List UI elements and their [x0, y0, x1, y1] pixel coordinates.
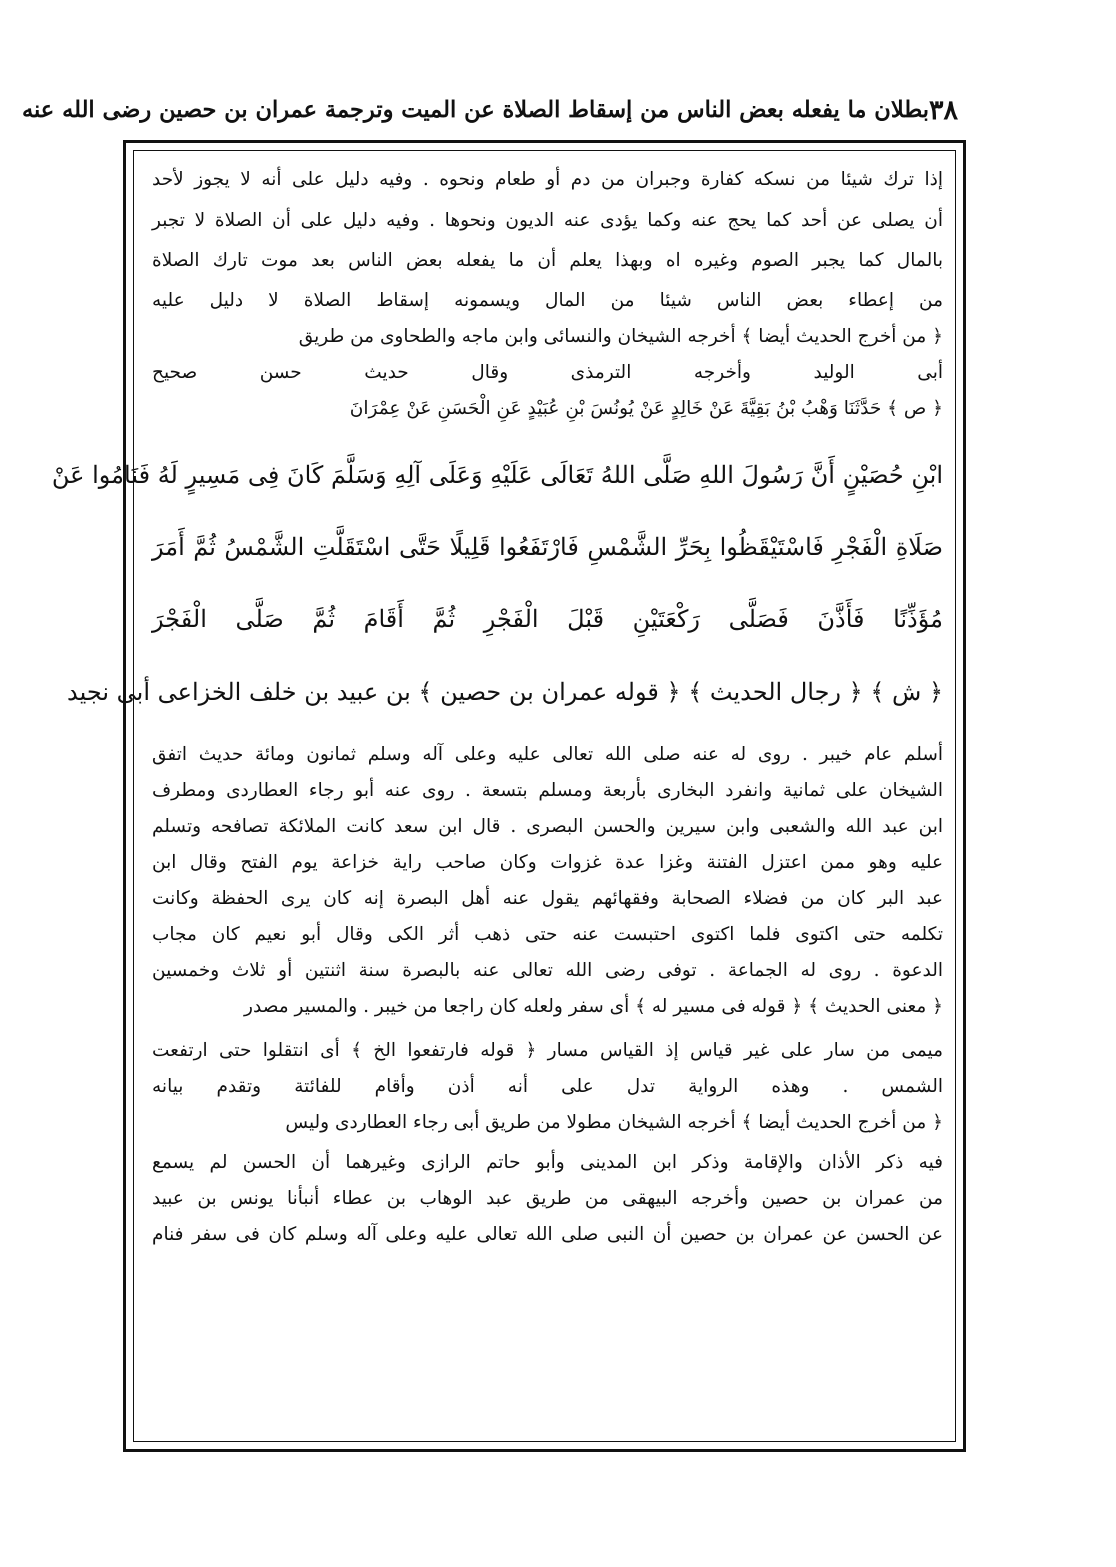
text-line: بالمال كما يجبر الصوم وغيره اه وبهذا يعلم أن ما يفعله بعض الناس بعد موت تارك الصلاة: [152, 250, 943, 271]
text-line: أبى الوليد وأخرجه الترمذى وقال حديث حسن صحيح: [152, 362, 943, 383]
running-title: بطلان ما يفعله بعض الناس من إسقاط الصلاة عن الميت وترجمة عمران بن حصين رضى الله عنه: [21, 97, 929, 123]
text-line: إذا ترك شيئا من نسكه كفارة وجبران من دم أو طعام ونحوه . وفيه دليل على أنه لا يجوز لأحد: [152, 169, 943, 190]
text-line: ﴿ ص ﴾ حَدَّثَنَا وَهْبُ بْنُ بَقِيَّةَ عَنْ خَالِدٍ عَنْ يُونُسَ بْنِ عُبَيْدٍ عَنِ الْحَسَنِ عَنْ عِمْرَانَ: [349, 398, 943, 419]
hadith-line: مُؤَذِّنًا فَأَذَّنَ فَصَلَّى رَكْعَتَيْنِ قَبْلَ الْفَجْرِ ثُمَّ أَقَامَ ثُمَّ صَلَّى الْفَجْرَ: [152, 605, 943, 633]
hadith-line: ﴿ ش ﴾ ﴿ رجال الحديث ﴾ ﴿ قوله عمران بن حصين ﴾ بن عبيد بن خلف الخزاعى أبى نجيد: [67, 678, 943, 706]
text-line: عن الحسن عن عمران بن حصين أن النبى صلى الله تعالى عليه وعلى آله وسلم كان فى سفر فنام: [152, 1224, 943, 1245]
page-header: [21, 86, 958, 134]
text-line: ميمى من سار على غير قياس إذ القياس مسار ﴿ قوله فارتفعوا الخ ﴾ أى انتقلوا حتى ارتفعت: [152, 1040, 943, 1061]
text-line: ﴿ معنى الحديث ﴾ ﴿ قوله فى مسير له ﴾ أى سفر ولعله كان راجعا من خيبر . والمسير مصدر: [244, 996, 943, 1017]
text-line: فيه ذكر الأذان والإقامة وذكر ابن المدينى وأبو حاتم الرازى وغيرهما أن الحسن لم يسمع: [152, 1152, 943, 1173]
text-line: ابن عبد الله والشعبى وابن سيرين والحسن البصرى . قال ابن سعد كانت الملائكة تصافحه وتسلم: [152, 816, 943, 837]
text-line: أن يصلى عن أحد كما يحج عنه وكما يؤدى عنه الديون ونحوها . وفيه دليل على أن الصلاة لا تجبر: [152, 210, 943, 231]
text-line: أسلم عام خيبر . روى له عنه صلى الله تعالى عليه وعلى آله وسلم ثمانون ومائة حديث اتفق: [152, 744, 943, 765]
text-line: تكلمه حتى اكتوى فلما اكتوى احتبست عنه حتى ذهب أثر الكى وقال أبو نعيم كان مجاب: [152, 924, 943, 945]
hadith-line: ابْنِ حُصَيْنٍ أَنَّ رَسُولَ اللهِ صَلَّى اللهُ تَعَالَى عَلَيْهِ وَعَلَى آلِهِ وَسَلَّمَ كَانَ فِى مَسِيرٍ لَهُ فَنَامُوا عَنْ: [51, 461, 943, 489]
text-line: من عمران بن حصين وأخرجه البيهقى من طريق عبد الوهاب بن عطاء أنبأنا يونس بن عبيد: [152, 1188, 943, 1209]
text-line: من إعطاء بعض الناس شيئا من المال ويسمونه إسقاط الصلاة لا دليل عليه: [152, 290, 943, 311]
text-line: الشمس . وهذه الرواية تدل على أنه أذن وأقام للفائتة وتقدم بيانه: [152, 1076, 943, 1097]
text-line: ﴿ من أخرج الحديث أيضا ﴾ أخرجه الشيخان والنسائى وابن ماجه والطحاوى من طريق: [298, 326, 943, 347]
text-line: عبد البر كان من فضلاء الصحابة وفقهائهم يقول عنه أهل البصرة إنه كان يرى الحفظة وكانت: [152, 888, 943, 909]
body-text: [51, 152, 944, 1440]
text-line: ﴿ من أخرج الحديث أيضا ﴾ أخرجه الشيخان مطولا من طريق أبى رجاء العطاردى وليس: [285, 1112, 943, 1133]
page-number: ٣٨: [928, 94, 958, 126]
hadith-line: صَلَاةِ الْفَجْرِ فَاسْتَيْقَظُوا بِحَرِّ الشَّمْسِ فَارْتَفَعُوا قَلِيلًا حَتَّى اسْتَقَلَّتِ الشَّمْسُ ثُمَّ أَمَرَ: [152, 533, 944, 561]
text-line: عليه وهو ممن اعتزل الفتنة وغزا عدة غزوات وكان صاحب راية خزاعة يوم الفتح وقال ابن: [152, 852, 943, 873]
text-line: الدعوة . روى له الجماعة . توفى رضى الله تعالى عنه بالبصرة سنة اثنتين أو ثلاث وخمسين: [152, 960, 943, 981]
text-line: الشيخان على ثمانية وانفرد البخارى بأربعة ومسلم بتسعة . روى عنه أبو رجاء العطاردى ومطرف: [152, 780, 943, 801]
text-line: [152, 1256, 943, 1286]
